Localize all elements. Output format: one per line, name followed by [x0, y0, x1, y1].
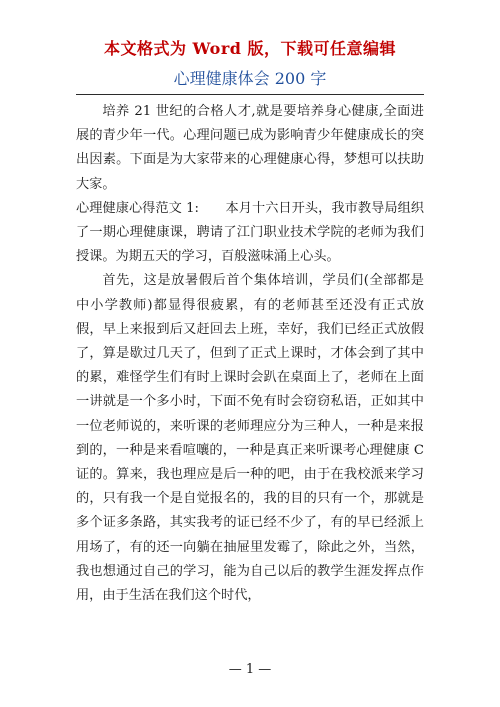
title-divider	[76, 94, 424, 95]
document-body	[76, 100, 424, 608]
document-title: 心理健康体会 200 字	[173, 69, 327, 88]
body-paragraph: 首先，这是放暑假后首个集体培训，学员们(全部都是中小学教师)都显得很疲累，有的老师甚至还没有正式放假，早上来报到后又赶回去上班，幸好，我们已经正式放假了，算是歇过几天了，但到了正式上课时，才体会到了其中的累，难怪学生们有时上课时会趴在桌面上了，老师在上面一讲就是一个多小时，下面不免有时会窃窃私语，正如其中一位老师说的，来听课的老师理应分为三种人，一种是来报到的，一种是来看喧嚷的，一种是真正来听课考心理健康 C 证的。算来，我也理应是后一种的吧，由于在我校派来学习的，只有我一个是自觉报名的，我的目的只有一个，那就是多个证多条路，其实我考的证已经不少了，有的早已经派上用场了，有的还一向躺在抽屉里发霉了，除此之外，当然，我也想通过自己的学习，能为自己以后的教学生涯发挥点作用，由于生活在我们这个时代，	[76, 273, 424, 604]
intro-paragraph: 培养 21 世纪的合格人才,就是要培养身心健康,全面进展的青少年一代。心理问题已成为影响青少年健康成长的突出因素。下面是为大家带来的心理健康心得，梦想可以扶助大家。	[76, 104, 424, 192]
page-number: — 1 —	[228, 662, 272, 677]
download-banner: 本文格式为 Word 版，下载可任意编辑	[103, 39, 397, 58]
sample-essay-paragraph: 心理健康心得范文 1: 本月十六日开头，我市教导局组织了一期心理健康课，聘请了江门职业技术学院的老师为我们授课。为期五天的学习，百般滋味涌上心头。	[76, 200, 424, 265]
